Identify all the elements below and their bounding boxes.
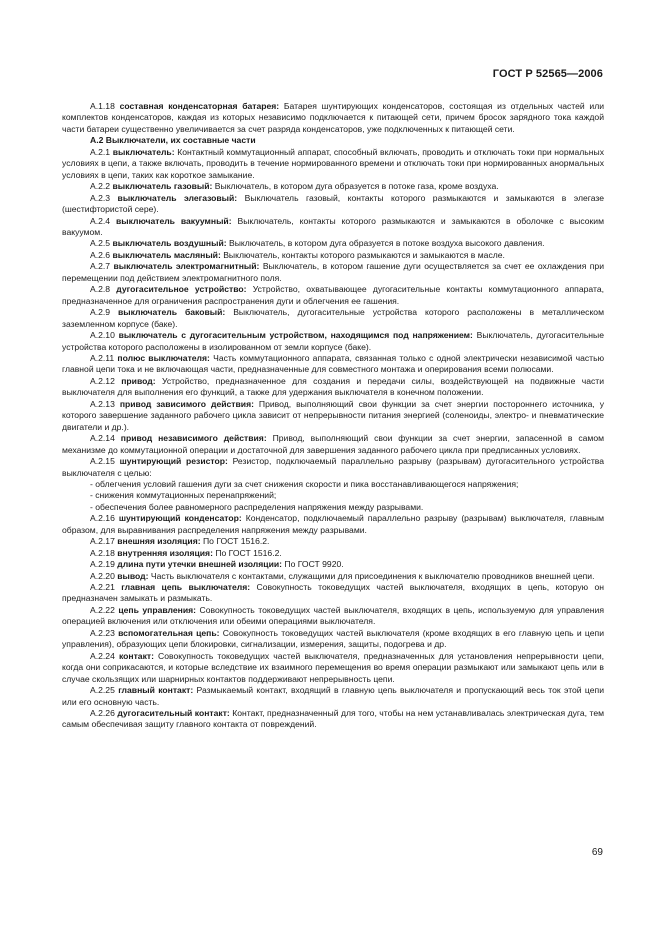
term: дугогасительное устройство: [116,284,247,295]
definition-text: Совокупность токоведущих частей выключателя, входящих в цепь, которую он предназначен замыкать и размыкать. [62,582,604,604]
term: выключатель баковый: [118,307,226,318]
definition-paragraph [62,181,604,192]
term: шунтирующий резистор: [119,456,228,467]
definition-paragraph [62,548,604,559]
term: полюс выключателя: [117,352,210,363]
clause-number: А.2.20 [90,570,115,581]
definition-text: Устройство, охватывающее дугогасительные контакты коммутационного аппарата, предназначенное для ограничения распространения дуги и облегчения ее гашения. [62,284,604,306]
definition-paragraph [62,571,604,582]
clause-number: А.2.16 [90,513,115,524]
list-item: - облегчения условий гашения дуги за счет снижения скорости и пика восстанавливающегося напряжения; [90,478,519,489]
definition-paragraph [62,628,604,651]
clause-number: А.2.12 [90,375,115,386]
definition-text: Выключатель, в котором дуга образуется в потоке воздуха высокого давления. [229,238,545,249]
clause-number: А.2.24 [90,650,115,661]
definition-paragraph [62,559,604,570]
list-item: - снижения коммутационных перенапряжений; [90,490,277,501]
definition-text: Резистор, подключаемый параллельно разрыву (разрывам) дугогасительного устройства выключателя с целью: [62,456,605,478]
clause-number: А.2.26 [90,708,115,719]
list-item: - обеспечения более равномерного распределения напряжения между разрывами. [90,501,424,512]
definition-text: Совокупность токоведущих частей выключателя (кроме входящих в его главную цепь и цепи управления), образующих цепи блокировки, сигнализации, измерения, защиты, подогрева и др. [62,627,604,650]
definition-paragraph [62,330,604,353]
definition-paragraph [62,708,604,731]
clause-number: А.2.6 [90,249,111,260]
definition-text: Выключатель, дугогасительные устройства которого расположены в изолированном от земли корпусе (баке). [62,330,605,352]
term: привод независимого действия: [120,433,267,444]
term: цепь управления: [118,604,197,615]
definition-paragraph [62,582,604,605]
term: выключатель с дугогасительным устройством, находящимся под напряжением: [118,330,473,341]
definition-paragraph [62,433,604,456]
definition-paragraph [62,399,604,433]
definition-paragraph [62,261,604,284]
clause-number: А.2.7 [90,261,111,272]
definition-text: Размыкаемый контакт, входящий в главную цепь выключателя и пропускающий весь ток этой цепи или его основную часть. [62,685,604,707]
clause-number: А.2.9 [90,307,111,318]
definition-paragraph [62,536,604,547]
clause-number: А.2.14 [90,433,115,444]
clause-number: А.2.4 [90,215,111,226]
definition-paragraph [62,284,604,307]
term: выключатель: [112,146,175,157]
clause-number: А.2.5 [90,238,111,249]
definition-text: Часть выключателя с контактами, служащими для присоединения к выключателю проводников внешней цепи. [150,570,595,581]
definition-text: Выключатель, контакты которого размыкаются и замыкаются в масле. [223,249,505,260]
definition-paragraph [62,605,604,628]
definition-text: Выключатель, в котором дуга образуется в потоке газа, кроме воздуха. [214,181,499,192]
definition-paragraph [62,353,604,376]
definition-paragraph [62,685,604,708]
term: выключатель элегазовый: [117,192,238,203]
clause-number: А.2.13 [90,398,115,409]
term: выключатель газовый: [112,181,213,192]
definition-paragraph [62,238,604,249]
section-heading: А.2 Выключатели, их составные части [90,135,256,146]
definition-paragraph [62,101,604,135]
clause-number: А.1.18 [90,101,115,111]
definition-paragraph [62,216,604,239]
clause-number: А.2.2 [90,181,111,192]
term: привод зависимого действия: [119,398,254,409]
term: контакт: [118,650,154,661]
term: главная цепь выключателя: [121,582,251,593]
definition-paragraph [62,193,604,216]
clause-number: А.2.25 [90,685,115,696]
term: выключатель масляный: [112,249,221,260]
definition-text: Выключатель, контакты которого размыкаются и замыкаются в оболочке с высоким вакуумом. [62,215,605,237]
clause-number: А.2.11 [90,352,115,363]
term: шунтирующий конденсатор: [118,513,242,524]
definition-text: Выключатель, дугогасительные устройства которого расположены в металлическом заземленном корпусе (баке). [62,307,604,329]
term: дугогасительный контакт: [117,708,230,719]
definition-paragraph [62,651,604,685]
document-body [62,101,604,731]
definition-text: По ГОСТ 1516.2. [202,536,270,547]
definition-text: Выключатель, в котором гашение дуги осуществляется за счет ее охлаждения при перемещении под действием электромагнитного поля. [62,261,605,283]
definition-text: Батарея шунтирующих конденсаторов, состоящая из отдельных частей или комплектов конденсаторов, каждая из которых независимо подключается к питающей сети, причем бросок зарядного тока каждой части батареи существенно увеличивается за счет разряда конденсаторов, уже подключенных к питающей сети. [62,101,605,134]
term: составная конденсаторная батарея: [119,101,280,111]
clause-number: А.2.10 [90,330,115,341]
definition-paragraph [62,456,604,479]
definition-paragraph [62,513,604,536]
clause-number: А.2.3 [90,192,111,203]
definition-paragraph [62,376,604,399]
term: главный контакт: [118,685,194,696]
definition-text: Часть коммутационного аппарата, связанная только с одной электрически независимой частью главной цепи тока и не включающая части, предназначенные для совместного монтажа и оперирования всеми полюсами. [62,352,605,375]
definition-paragraph [62,147,604,181]
definition-text: Контактный коммутационный аппарат, способный включать, проводить и отключать токи при нормальных условиях в цепи, а также включать, проводить в течение нормированного времени и отключать токи при нормированных анормальных условиях в цепи, таких как короткое замыкание. [62,146,604,180]
clause-number: А.2.17 [90,536,115,547]
clause-number: А.2.8 [90,284,111,295]
definition-text: Совокупность токоведущих частей выключателя, предназначенных для установления непрерывности цепи, когда они соприкасаются, и которые вследствие их взаимного перемещения во время операции размыкают или замыкают цепь или в случае скользящих или шарнирных контактов поддерживают непрерывность цепи. [62,650,605,684]
definition-paragraph [62,250,604,261]
clause-number: А.2.21 [90,582,115,593]
term: внешняя изоляция: [117,536,201,547]
term: привод: [121,375,156,386]
term: длина пути утечки внешней изоляции: [117,559,282,570]
term: внутренняя изоляция: [117,547,213,558]
term: вспомогательная цепь: [118,627,220,638]
term: вывод: [117,570,149,581]
definition-text: По ГОСТ 9920. [284,559,344,570]
definition-text: Привод, выполняющий свои функции за счет энергии, запасенной в самом механизме до коммутационной операции и достаточной для завершения заданного рабочего цикла при предписанных условиях. [62,433,605,455]
term: выключатель воздушный: [112,238,227,249]
clause-number: А.2.23 [90,627,115,638]
clause-number: А.2.22 [90,604,115,615]
definition-text: Привод, выполняющий свои функции за счет энергии постороннего источника, у которого завершение заданного рабочего цикла зависит от непрерывности питания энергией (соленоиды, электро- и пневматические двигатели и др.). [62,398,605,432]
clause-number: А.2.18 [90,547,115,558]
document-header: ГОСТ Р 52565—2006 [492,68,603,80]
definition-text: Совокупность токоведущих частей выключателя, входящих в цепь, используемую для управления операцией включения или отключения или обеими операциями выключателя. [62,604,605,627]
definition-text: По ГОСТ 1516.2. [215,547,282,558]
definition-paragraph [62,307,604,330]
definition-text: Устройство, предназначенное для создания и передачи силы, воздействующей на подвижные части выключателя для выполнения его функций, а также для удержания выключателя в конечном положении. [62,375,605,398]
definition-text: Выключатель газовый, контакты которого размыкаются и замыкаются в элегазе (шестифтористой сере). [62,192,605,215]
clause-number: А.2.19 [90,559,115,570]
clause-number: А.2.15 [90,456,115,467]
definition-text: Конденсатор, подключаемый параллельно разрыву (разрывам) выключателя, главным образом, для выравнивания распределения напряжения между разрывами. [62,513,605,535]
term: выключатель электромагнитный: [113,261,260,272]
clause-number: А.2.1 [90,146,111,157]
definition-text: Контакт, предназначенный для того, чтобы на нем устанавливалась электрическая дуга, тем самым обеспечивая защиту главного контакта от повреждений. [62,708,605,730]
page-number: 69 [591,847,603,858]
term: выключатель вакуумный: [115,215,232,226]
